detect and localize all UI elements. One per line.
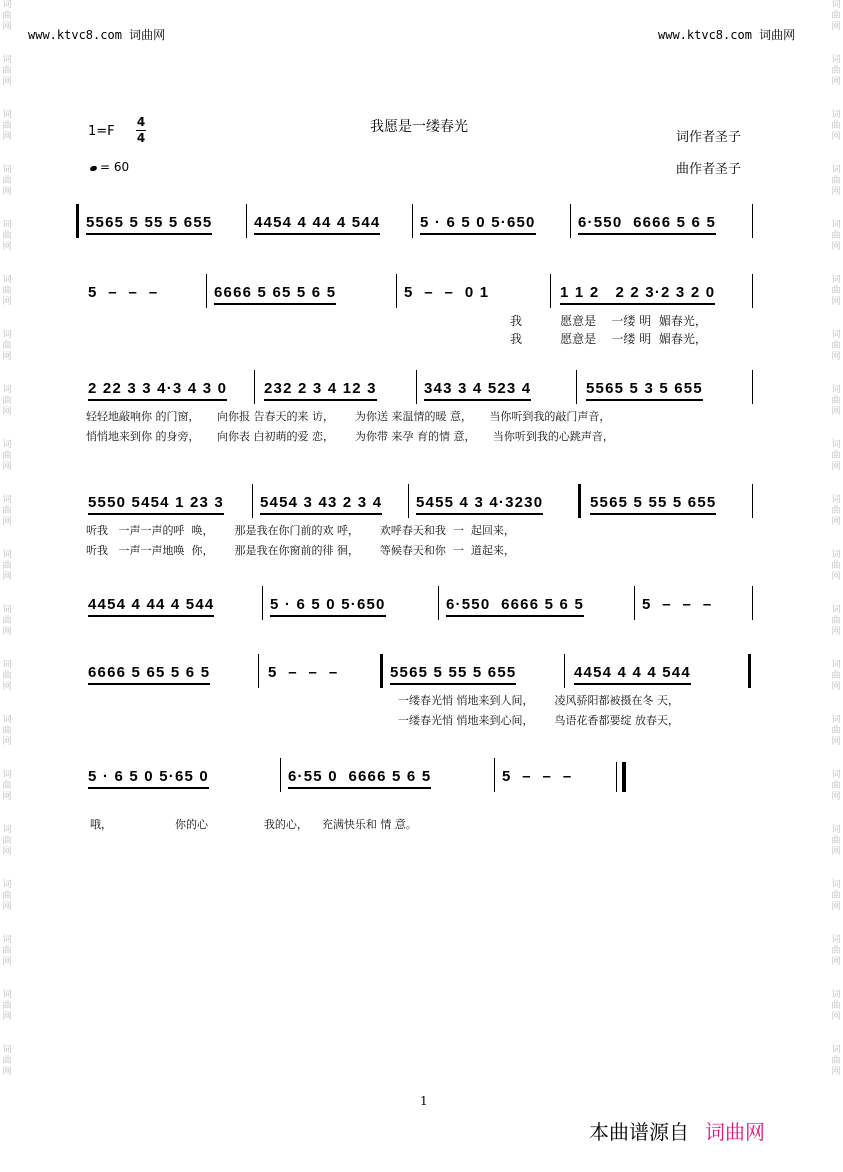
measure: 6·550 6666 5 6 5	[578, 214, 716, 235]
score-row-5	[82, 596, 754, 626]
measure: 1 1 2 2 2 3·2 3 2 0	[560, 284, 715, 305]
barline	[438, 586, 439, 620]
lyric-line: 哦， 你的心 我的心， 充满快乐和 情 意。	[90, 818, 417, 831]
url-header-right	[658, 26, 795, 43]
repeat-start-barline	[380, 654, 383, 688]
barline	[752, 370, 753, 404]
song-title: 我愿是一缕春光	[370, 119, 468, 135]
score-row-3	[82, 380, 754, 410]
site-name: 词曲网	[129, 28, 166, 42]
final-barline-thin	[616, 762, 617, 792]
measure: 5 · 6 5 0 5·65 0	[88, 768, 209, 789]
tempo-value: = 60	[100, 160, 130, 174]
measure: 2 22 3 3 4·3 4 3 0	[88, 380, 227, 401]
measure: 6·55 0 6666 5 6 5	[288, 768, 431, 789]
barline	[254, 370, 255, 404]
barline	[206, 274, 207, 308]
barline	[252, 484, 253, 518]
time-bottom: 4	[136, 131, 146, 145]
barline	[570, 204, 571, 238]
barline	[752, 204, 753, 238]
tempo-marking	[90, 160, 129, 174]
measure: 5 – – –	[642, 596, 713, 613]
repeat-barline	[578, 484, 581, 518]
right-watermark-strip: 词 曲 网 词 曲 网 词 曲 网 词 曲 网 词 曲 网 词 曲 网 词 曲 网 词 曲 网 词 曲 网 词 曲 网 词 曲 网 词 曲 网 词 曲 网 词 曲 网 词 曲 网 词 曲 网 词 曲 网 词 曲 网 词 曲 网 词 曲 网	[831, 0, 841, 1077]
measure: 4454 4 44 4 544	[254, 214, 380, 235]
lyric-line: 我 愿意是 一缕 明 媚春光，	[510, 332, 707, 346]
barline	[246, 204, 247, 238]
barline	[550, 274, 551, 308]
measure: 6666 5 65 5 6 5	[214, 284, 336, 305]
key-signature: 1=F	[88, 124, 115, 139]
source-credit	[589, 1116, 765, 1145]
measure: 232 2 3 4 12 3	[264, 380, 377, 401]
lyric-line: 轻轻地敲响你 的门窗， 向你报 告春天的来 访， 为你送 来温情的暖 意， 当你听到我的敲门声音，	[86, 410, 611, 423]
score-row-6	[82, 664, 754, 694]
final-barline-thick	[622, 762, 626, 792]
measure: 5565 5 55 5 655	[590, 494, 716, 515]
lyric-line: 听我 一声一声的呼 唤， 那是我在你门前的欢 呼， 欢呼春天和我 一 起回来，	[86, 524, 515, 537]
url-text: www.ktvc8.com	[28, 28, 122, 42]
lyric-line: 听我 一声一声地唤 你， 那是我在你窗前的徘 徊， 等候春天和你 一 道起来，	[86, 544, 515, 557]
measure: 5565 5 55 5 655	[390, 664, 516, 685]
measure: 4454 4 44 4 544	[88, 596, 214, 617]
measure: 4454 4 4 4 544	[574, 664, 691, 685]
measure: 5565 5 3 5 655	[586, 380, 703, 401]
score-row-7	[82, 768, 754, 798]
measure: 5 – – 0 1	[404, 284, 490, 301]
barline	[262, 586, 263, 620]
measure: 343 3 4 523 4	[424, 380, 531, 401]
source-label: 本曲谱源自	[589, 1120, 689, 1144]
barline	[752, 274, 753, 308]
measure: 5454 3 43 2 3 4	[260, 494, 382, 515]
barline	[752, 484, 753, 518]
lyric-line: 一缕春光悄 悄地来到心间， 鸟语花香都要绽 放春天，	[398, 714, 679, 727]
measure: 5550 5454 1 23 3	[88, 494, 224, 515]
measure: 5 – – –	[502, 768, 573, 785]
barline	[416, 370, 417, 404]
measure: 5565 5 55 5 655	[86, 214, 212, 235]
barline	[564, 654, 565, 688]
barline	[576, 370, 577, 404]
url-text: www.ktvc8.com	[658, 28, 752, 42]
repeat-end-barline	[748, 654, 751, 688]
measure: 6·550 6666 5 6 5	[446, 596, 584, 617]
url-header-left	[28, 26, 165, 43]
time-signature	[136, 116, 146, 145]
site-name: 词曲网	[759, 28, 796, 42]
lyric-line: 我 愿意是 一缕 明 媚春光，	[510, 314, 707, 328]
score-row-2	[82, 284, 754, 314]
barline	[258, 654, 259, 688]
measure: 5 – – –	[268, 664, 339, 681]
barline	[494, 758, 495, 792]
measure: 5455 4 3 4·3230	[416, 494, 543, 515]
barline	[412, 204, 413, 238]
measure: 6666 5 65 5 6 5	[88, 664, 210, 685]
measure: 5 – – –	[88, 284, 159, 301]
repeat-start-barline	[76, 204, 79, 238]
barline	[280, 758, 281, 792]
time-top: 4	[136, 115, 146, 129]
lyric-line: 一缕春光悄 悄地来到人间， 凌风骄阳都被摄在冬 天，	[398, 694, 679, 707]
left-watermark-strip: 词 曲 网 词 曲 网 词 曲 网 词 曲 网 词 曲 网 词 曲 网 词 曲 网 词 曲 网 词 曲 网 词 曲 网 词 曲 网 词 曲 网 词 曲 网 词 曲 网 词 曲 网 词 曲 网 词 曲 网 词 曲 网 词 曲 网 词 曲 网	[2, 0, 12, 1077]
score-row-4	[82, 494, 754, 524]
lyric-line: 悄悄地来到你 的身旁， 向你表 白初萌的爱 恋， 为你带 来孕 育的情 意， 当你听到我的心跳声音，	[86, 430, 614, 443]
barline	[634, 586, 635, 620]
barline	[408, 484, 409, 518]
lyricist-credit: 词作者圣子	[676, 130, 742, 145]
brand-link[interactable]: 词曲网	[705, 1120, 765, 1144]
composer-credit: 曲作者圣子	[676, 162, 742, 177]
score-row-1	[82, 214, 754, 244]
measure: 5 · 6 5 0 5·650	[420, 214, 536, 235]
measure: 5 · 6 5 0 5·650	[270, 596, 386, 617]
quarter-note-icon	[89, 165, 97, 172]
barline	[396, 274, 397, 308]
barline	[752, 586, 753, 620]
page-number: 1	[420, 1094, 428, 1108]
